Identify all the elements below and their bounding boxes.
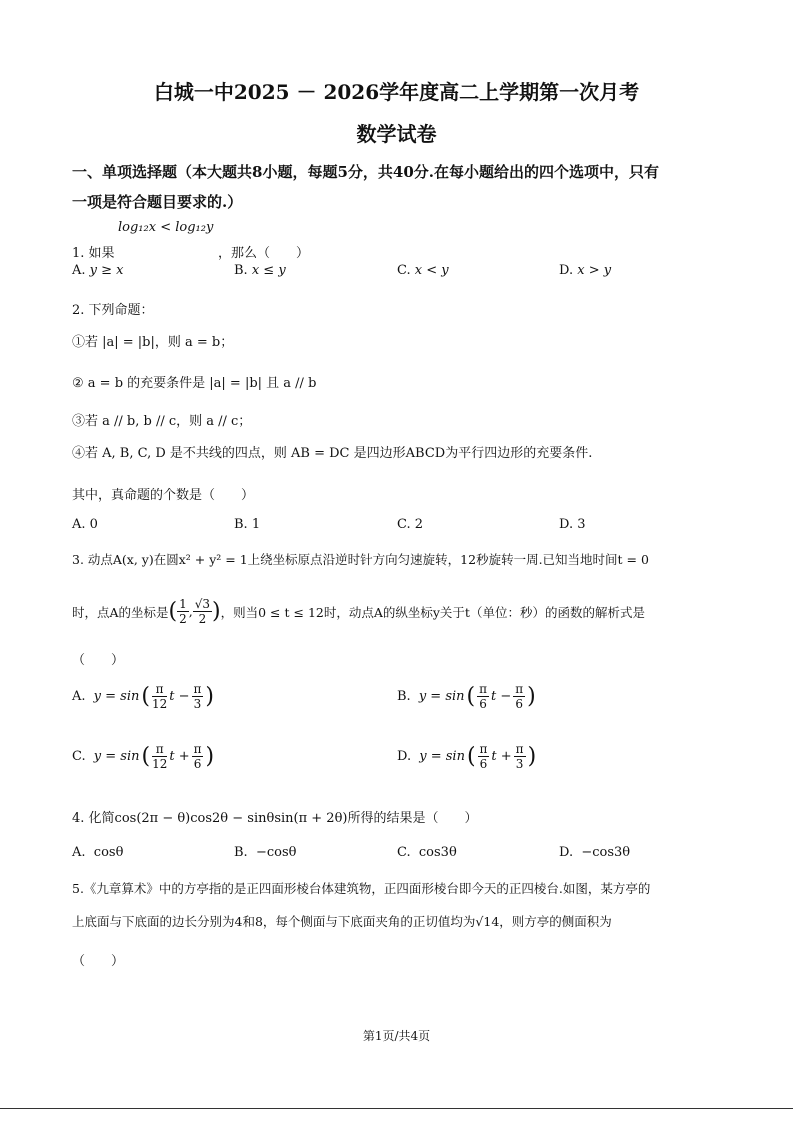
q2-option-b[interactable] (234, 517, 260, 532)
q4-option-c[interactable] (397, 845, 457, 860)
q4-stem: 4. 化简cos(2π − θ)cos2θ − sinθsin(π + 2θ)所得的结果是（ ） (72, 811, 478, 826)
q3-line2-suffix: ，则当0 ≤ t ≤ 12时，动点A的纵坐标y关于t（单位：秒）的函数的解析式是 (220, 604, 645, 620)
q4-option-a[interactable] (72, 845, 123, 860)
q2-option-d[interactable] (559, 517, 586, 532)
right-paren: ) (205, 684, 214, 709)
option-text: 0 (89, 517, 98, 532)
numerator: 1 (179, 597, 187, 611)
numerator: π (479, 742, 488, 756)
page-bottom-rule (0, 1108, 793, 1109)
q3-option-d[interactable] (397, 742, 536, 771)
q1-condition: log₁₂x < log₁₂y (118, 220, 214, 235)
numerator: π (193, 742, 202, 756)
option-text: x < y (414, 263, 449, 278)
frac-2 (514, 742, 526, 771)
option-text: cos3θ (418, 845, 457, 860)
q2-proposition-2: ② a = b 的充要条件是 |a| = |b| 且 a // b (72, 376, 317, 391)
q3-point-y (193, 597, 212, 626)
option-mid: t + (491, 749, 512, 764)
right-paren: ) (205, 744, 215, 769)
option-text: x > y (577, 263, 612, 278)
option-label: A. (72, 689, 86, 704)
numerator: π (152, 742, 167, 757)
option-label: B. (234, 845, 248, 860)
exam-subtitle: 数学试卷 (356, 122, 437, 146)
option-text: 2 (414, 517, 424, 532)
frac-2 (192, 742, 204, 771)
option-text: y ≥ x (89, 263, 124, 278)
option-func: y = sin (418, 689, 465, 704)
comma: , (188, 604, 193, 619)
option-func: y = sin (93, 689, 140, 704)
option-label: D. (559, 263, 574, 278)
q1-stem-prefix: 1. 如果 (72, 246, 115, 261)
q3-option-c[interactable] (72, 742, 214, 771)
q1-option-a[interactable] (72, 263, 124, 278)
option-label: C. (397, 845, 411, 860)
q2-proposition-3: ③若 a // b, b // c，则 a // c； (72, 414, 252, 429)
q2-proposition-1: ①若 |a| = |b|，则 a = b； (72, 335, 234, 350)
right-paren: ) (527, 684, 536, 709)
option-label: B. (397, 689, 411, 704)
denominator: 3 (193, 697, 202, 711)
option-label: D. (559, 845, 574, 860)
option-label: D. (397, 749, 412, 764)
numerator: π (193, 682, 202, 696)
left-paren: ( (466, 684, 476, 709)
denominator: 2 (198, 612, 207, 626)
q2-stem: 2. 下列命题： (72, 303, 154, 318)
denominator: 12 (151, 697, 168, 711)
option-label: C. (72, 749, 86, 764)
option-text: −cos3θ (581, 845, 631, 860)
q2-proposition-4: ④若 A, B, C, D 是不共线的四点，则 AB = DC 是四边形ABCD为平行四边形的充要条件. (72, 446, 593, 461)
frac-2 (513, 682, 525, 711)
denominator: 6 (479, 697, 487, 711)
q1-option-b[interactable] (234, 263, 286, 278)
option-label: A. (72, 517, 86, 532)
denominator: 2 (179, 612, 187, 626)
option-label: C. (397, 263, 411, 278)
section-heading-line2: 一项是符合题目要求的.） (72, 193, 243, 211)
numerator: π (515, 682, 524, 696)
denominator: 6 (479, 757, 488, 771)
q3-line3: （ ） (72, 653, 125, 668)
left-paren: ( (466, 744, 476, 769)
q3-line2-prefix: 时，点A的坐标是 (72, 604, 169, 620)
q4-option-d[interactable] (559, 845, 630, 860)
option-mid: t − (169, 689, 190, 704)
denominator: 3 (515, 757, 524, 771)
q4-option-b[interactable] (234, 845, 296, 860)
frac-1 (152, 742, 167, 771)
q2-option-c[interactable] (397, 517, 423, 532)
option-func: y = sin (419, 749, 465, 764)
page-number: 第1页/共4页 (362, 1029, 431, 1043)
q3-point-x (177, 597, 189, 626)
q1-option-c[interactable] (397, 263, 449, 278)
q5-line1: 5.《九章算术》中的方亭指的是正四面形棱台体建筑物，正四面形棱台即今天的正四棱台.如图，某方亭的 (72, 881, 651, 896)
option-func: y = sin (93, 749, 140, 764)
numerator: π (479, 682, 488, 696)
option-label: A. (72, 845, 86, 860)
option-label: B. (234, 517, 248, 532)
denominator: 12 (152, 757, 168, 771)
q5-line2: 上底面与下底面的边长分别为4和8，每个侧面与下底面夹角的正切值均为√14，则方亭的侧面积为 (72, 914, 612, 929)
right-paren: ) (212, 599, 221, 624)
left-paren: ( (168, 599, 178, 624)
q3-option-b[interactable] (397, 682, 536, 711)
option-text: 3 (577, 517, 586, 532)
section-heading-line1: 一、单项选择题（本大题共8小题，每题5分，共40分.在每小题给出的四个选项中，只有 (72, 163, 659, 181)
frac-2 (192, 682, 204, 711)
option-text: −cosθ (255, 845, 297, 860)
option-label: B. (234, 263, 248, 278)
q2-question: 其中，真命题的个数是（ ） (72, 488, 255, 503)
q3-line2 (72, 597, 645, 626)
frac-1 (477, 682, 489, 711)
q5-line3: （ ） (72, 954, 125, 969)
q3-line1: 3. 动点A(x, y)在圆x² + y² = 1上绕坐标原点沿逆时针方向匀速旋转，12秒旋转一周.已知当地时间t = 0 (72, 552, 649, 567)
option-text: x ≤ y (251, 263, 286, 278)
option-mid: t − (491, 689, 512, 704)
right-paren: ) (527, 744, 537, 769)
q2-option-a[interactable] (72, 517, 98, 532)
left-paren: ( (141, 684, 150, 709)
option-mid: t + (169, 749, 190, 764)
option-label: D. (559, 517, 574, 532)
q1-option-d[interactable] (559, 263, 611, 278)
option-text: cosθ (93, 845, 124, 860)
denominator: 6 (193, 757, 202, 771)
frac-1 (152, 682, 167, 711)
left-paren: ( (141, 744, 151, 769)
option-label: A. (72, 263, 86, 278)
q1-stem-suffix: ，那么（ ） (218, 246, 310, 261)
denominator: 6 (515, 697, 524, 711)
option-label: C. (397, 517, 411, 532)
q3-option-a[interactable] (72, 682, 214, 711)
exam-title: 白城一中2025 － 2026学年度高二上学期第一次月考 (153, 80, 640, 104)
frac-1 (478, 742, 490, 771)
option-text: 1 (251, 517, 261, 532)
numerator: √3 (194, 597, 211, 611)
numerator: π (515, 742, 524, 756)
numerator: π (152, 682, 167, 697)
